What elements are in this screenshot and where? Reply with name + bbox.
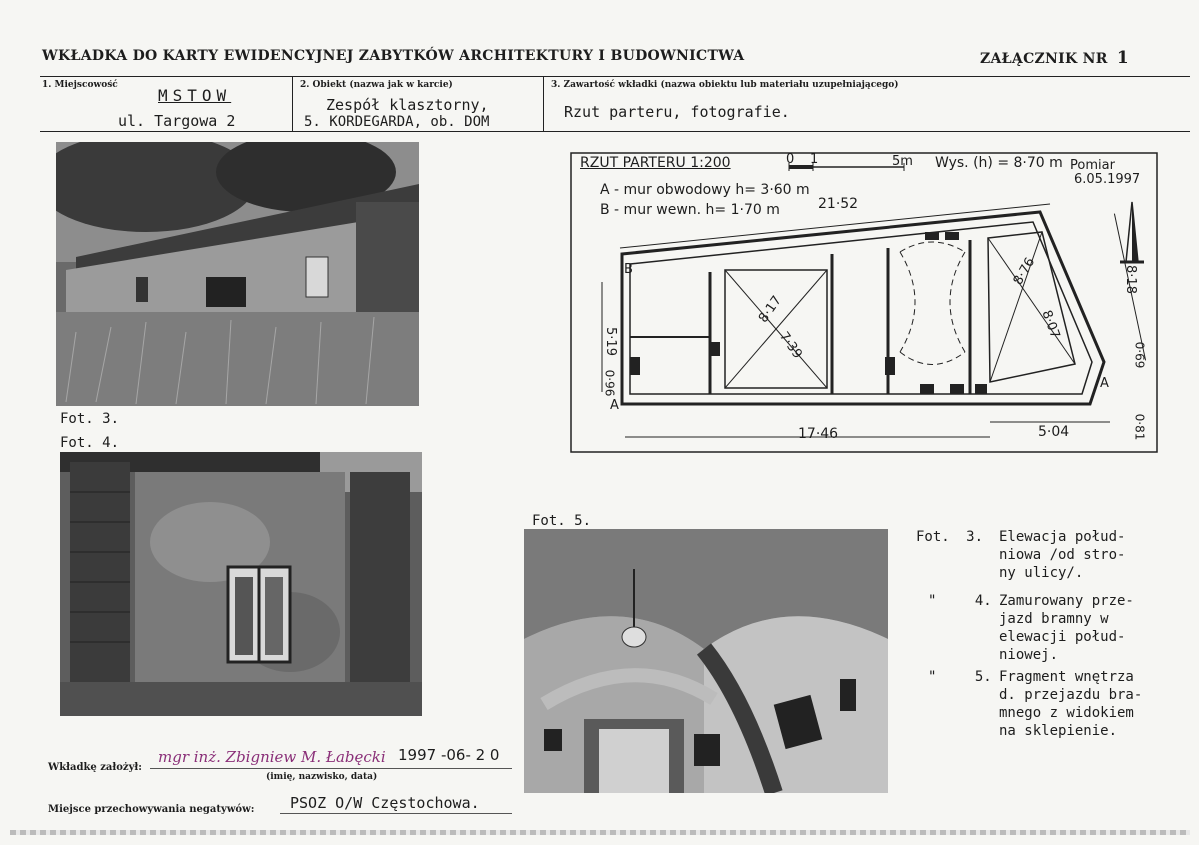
mark-a-left: A [610, 398, 619, 413]
room1-dim1: 8·17 [756, 293, 785, 326]
object-label: 2. Obiekt (nazwa jak w karcie) [300, 80, 453, 90]
plan-height: Wys. (h) = 8·70 m [935, 155, 1063, 171]
floor-plan [570, 152, 1159, 454]
attachment-number: 1 [1116, 48, 1129, 68]
locality-label: 1. Miejscowość [42, 80, 118, 90]
caption-fot4-number: 4. [974, 593, 992, 609]
caption-fot4-line: jazd bramny w [999, 611, 1109, 627]
mark-b: B [624, 262, 633, 277]
caption-fot4 [928, 592, 1134, 663]
object-line2: 5. KORDEGARDA, ob. DOM [304, 114, 490, 130]
legend-b: B - mur wewn. h= 1·70 m [600, 202, 780, 218]
photo-fot4-image [60, 452, 422, 716]
caption-fot5-line: mnego z widokiem [999, 705, 1134, 721]
room2-dim1: 8·76 [1010, 255, 1039, 288]
caption-fot4-prefix: " [928, 593, 937, 609]
scale-label-0: 0 [786, 152, 795, 167]
attachment-label [980, 48, 1129, 68]
storage-label: Miejsce przechowywania negatywów: [48, 804, 255, 815]
room2-dim2: 8·07 [1038, 308, 1063, 341]
caption-fot3-line: ny ulicy/. [999, 565, 1084, 581]
plan-title: RZUT PARTERU 1:200 [580, 155, 731, 171]
made-date: 1997 -06- 2 0 [398, 746, 500, 764]
made-label: Wkładkę założył: [48, 762, 142, 773]
caption-fot5-prefix: " [928, 669, 937, 685]
photo-fot3-image [56, 142, 419, 406]
caption-fot5-line: d. przejazdu bra- [999, 687, 1143, 703]
photo-fot5-image [524, 529, 888, 793]
fot3-label: Fot. 3. [60, 411, 120, 427]
caption-fot4-line: niowej. [999, 647, 1059, 663]
caption-fot3-line: niowa /od stro- [999, 547, 1126, 563]
caption-fot5-line: na sklepienie. [999, 723, 1118, 739]
caption-fot5-line: Fragment wnętrza [999, 669, 1134, 685]
form-bottom-rule [40, 131, 1190, 132]
dim-right-small: 0·69 [1132, 341, 1147, 369]
measure-label: Pomiar [1070, 158, 1115, 173]
scan-edge [10, 830, 1190, 835]
storage-underline [280, 813, 512, 814]
caption-fot5 [928, 668, 1143, 739]
scale-label-5: 5m [892, 154, 913, 169]
scale-label-1: 1 [810, 152, 819, 167]
fot5-label: Fot. 5. [532, 513, 592, 529]
dim-left-small: 0·96 [602, 369, 617, 397]
mark-a-right: A [1100, 376, 1109, 391]
object-line1: Zespół klasztorny, [326, 96, 489, 114]
dim-bottom-right: 5·04 [1038, 424, 1070, 440]
caption-fot3-number: 3. [966, 529, 984, 545]
dim-bottom-left: 17·46 [798, 426, 839, 442]
made-sublabel: (imię, nazwisko, data) [266, 772, 378, 782]
content-value: Rzut parteru, fotografie. [564, 103, 790, 121]
room1-dim2: 7·39 [776, 329, 805, 362]
form-divider-1 [292, 76, 293, 131]
photo-fot4 [60, 452, 422, 716]
form-divider-2 [543, 76, 544, 131]
legend-a: A - mur obwodowy h= 3·60 m [600, 182, 810, 198]
caption-fot4-line: Zamurowany prze- [999, 593, 1134, 609]
locality-value: MSTOW [158, 86, 232, 105]
caption-fot5-number: 5. [974, 669, 992, 685]
measure-date: 6.05.1997 [1074, 172, 1141, 187]
dim-right-bottom: 0·81 [1132, 413, 1147, 441]
fot4-label: Fot. 4. [60, 435, 120, 451]
caption-fot3-prefix: Fot. [916, 529, 950, 545]
caption-fot3-line: Elewacja połud- [999, 529, 1126, 545]
made-name: mgr inż. Zbigniew M. Łabęcki [158, 748, 386, 766]
storage-value: PSOZ O/W Częstochowa. [290, 794, 480, 812]
form-top-rule [40, 76, 1190, 77]
photo-fot5 [524, 529, 888, 793]
attachment-text: ZAŁĄCZNIK NR [980, 51, 1108, 67]
dim-right: 8·18 [1122, 265, 1138, 294]
locality-address: ul. Targowa 2 [118, 112, 236, 130]
dim-left: 5·19 [602, 327, 618, 356]
content-label: 3. Zawartość wkładki (nazwa obiektu lub materiału uzupełniającego) [551, 80, 899, 90]
document-title: WKŁADKA DO KARTY EWIDENCYJNEJ ZABYTKÓW ARCHITEKTURY I BUDOWNICTWA [42, 48, 745, 64]
caption-fot3 [916, 528, 1126, 581]
caption-fot4-line: elewacji połud- [999, 629, 1126, 645]
dim-top: 21·52 [818, 196, 859, 212]
made-underline [150, 768, 512, 769]
photo-fot3 [56, 142, 419, 406]
